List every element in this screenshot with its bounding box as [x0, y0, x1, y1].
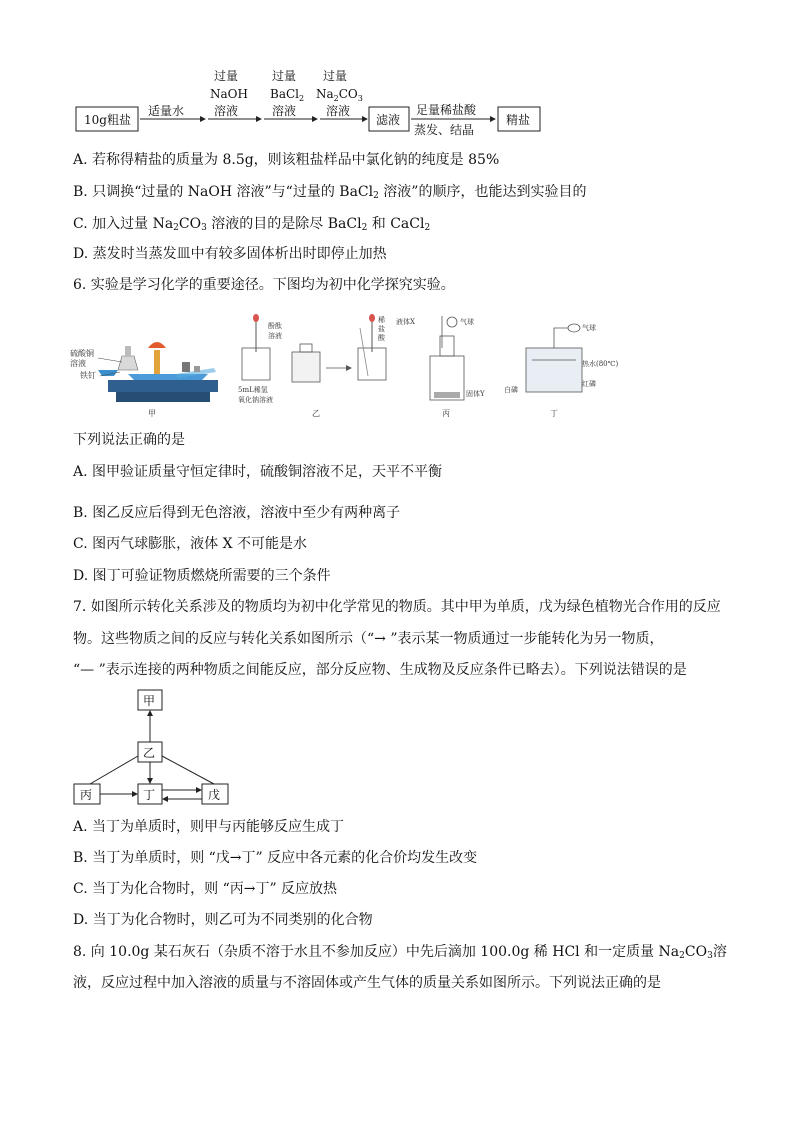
flow-arrowhead-3 [312, 116, 318, 122]
figure-yi-titration [238, 314, 386, 418]
flow-r3-top: 过量 [323, 69, 348, 83]
node-yi-label: 乙 [143, 746, 156, 760]
flask-icon [118, 356, 138, 370]
flow-r1-top: 过量 [214, 69, 239, 83]
arrowhead-yi-ding [147, 778, 153, 784]
yi-arrowhead [346, 365, 352, 371]
balance-flame-shape [148, 342, 166, 348]
arrowhead-wu-ding [162, 796, 168, 802]
line-yi-wu [162, 756, 214, 784]
q5-option-a: A. 若称得精盐的质量为 8.5g，则该粗盐样品中氯化钠的纯度是 85% [73, 152, 500, 168]
q7-stem-line-3: “— ”表示连接的两种物质之间能反应，部分反应物、生成物及反应条件已略去）。下列说法错误的是 [73, 662, 687, 678]
ding-w: 热水(80℃) [582, 360, 619, 368]
q6-prompt: 下列说法正确的是 [73, 432, 185, 448]
balloon-ding-icon [568, 324, 580, 332]
arrowhead-ding-wu [196, 787, 202, 793]
q7-stem-line-2: 物。这些物质之间的反应与转化关系如图所示（“→ ”表示某一物质通过一步能转化为另一物质， [73, 631, 664, 647]
balance-beam [108, 380, 218, 392]
yi-t1: 酚酞 [268, 322, 282, 330]
q6-stem: 6. 实验是学习化学的重要途径。下图均为初中化学探究实验。 [73, 277, 455, 293]
arrowhead-bing-ding [132, 791, 138, 797]
figure-jia-balance [70, 342, 218, 418]
arrowhead-yi-jia [147, 710, 153, 716]
flow-step-bot: 蒸发、结晶 [414, 123, 475, 137]
tube-ding [554, 328, 568, 348]
q7-option-b: B. 当丁为单质时，则 “戊→丁” 反应中各元素的化合价均发生改变 [73, 850, 478, 866]
jia-label-1: 硫酸铜 [70, 349, 94, 358]
flow-r1-mid: NaOH [210, 87, 248, 101]
yi-b1: 5mL稀氢 [238, 386, 268, 394]
node-jia-label: 甲 [143, 694, 156, 708]
weight-icon [182, 362, 190, 372]
node-bing-label: 丙 [80, 788, 93, 802]
flow-r3-bot: 溶液 [326, 104, 351, 118]
flow-step1-label: 适量水 [148, 104, 185, 118]
bing-y: 固体Y [466, 390, 485, 398]
flow-arrowhead-1 [200, 116, 206, 122]
node-ding-label: 丁 [143, 788, 156, 802]
flow-r2-top: 过量 [272, 69, 297, 83]
flow-step-top: 足量稀盐酸 [416, 103, 477, 117]
bing-q: 气球 [460, 318, 474, 326]
jia-label-2: 溶液 [70, 359, 86, 368]
dropper-bulb-left [253, 314, 259, 322]
yi-b2: 氧化钠溶液 [238, 396, 273, 404]
line-yi-bing [90, 756, 138, 784]
q6-option-a: A. 图甲验证质量守恒定律时，硫酸铜溶液不足，天平不平衡 [73, 464, 443, 480]
flow-r3-mid: $Na_2CO_3$ [316, 87, 363, 103]
balloon-icon [447, 317, 457, 327]
q7-option-d: D. 当丁为化合物时，则乙可为不同类别的化合物 [73, 912, 373, 928]
q5-option-b: B. 只调换“过量的 NaOH 溶液”与“过量的 BaCl$_2$ 溶液”的顺序，也能达到实验目的 [73, 184, 587, 201]
q6-option-b: B. 图乙反应后得到无色溶液，溶液中至少有两种离子 [73, 505, 401, 521]
figure-bing-flask [396, 316, 485, 418]
flow-arrowhead-4 [362, 116, 368, 122]
q6-option-d: D. 图丁可验证物质燃烧所需要的三个条件 [73, 568, 331, 584]
flow-end-label: 精盐 [506, 113, 531, 127]
flow-start-label: 10g粗盐 [84, 113, 131, 127]
balance-pillar [154, 350, 160, 374]
ding-b: 白磷 [504, 386, 518, 394]
bing-x: 液体X [396, 318, 415, 326]
water-beaker [526, 348, 582, 392]
yi-t2: 溶液 [268, 332, 282, 340]
ding-r: 红磷 [582, 380, 596, 388]
q8-stem-line-1: 8. 向 10.0g 某石灰石（杂质不溶于水且不参加反应）中先后滴加 100.0g 稀 HCl 和一定质量 $Na_2CO_3$溶 [73, 944, 727, 961]
q5-option-c: C. 加入过量 $Na_2CO_3$ 溶液的目的是除尽 BaCl$_2$ 和 CaCl$_2$ [73, 216, 431, 233]
yi-caption: 乙 [312, 409, 320, 418]
flow-arrowhead-5 [490, 116, 496, 122]
jia-pointer-1 [98, 358, 122, 362]
flow-r2-bot: 溶液 [272, 104, 297, 118]
yi-t4: 盐 [378, 325, 385, 333]
jia-label-3: 铁钉 [80, 371, 96, 380]
flow-r1-bot: 溶液 [214, 104, 239, 118]
q7-stem-line-1: 7. 如图所示转化关系涉及的物质均为初中化学常见的物质。其中甲为单质，戊为绿色植物光合作用的反应 [73, 599, 721, 615]
weight-small-icon [194, 366, 200, 372]
bing-caption: 丙 [442, 409, 450, 418]
purification-flow-diagram [70, 66, 550, 140]
node-wu-label: 戊 [208, 788, 221, 802]
flask-neck [125, 346, 131, 356]
reagent-bottle-neck [300, 344, 312, 352]
flow-arrowhead-2 [256, 116, 262, 122]
q6-option-c: C. 图丙气球膨胀，液体 X 不可能是水 [73, 536, 307, 552]
q7-option-a: A. 当丁为单质时，则甲与丙能够反应生成丁 [73, 819, 345, 835]
beaker-left [242, 348, 270, 380]
beaker-right [358, 348, 386, 380]
q5-option-d: D. 蒸发时当蒸发皿中有较多固体析出时即停止加热 [73, 246, 387, 262]
dropper-bulb-right [369, 314, 375, 322]
figure-ding-combustion [504, 323, 618, 418]
flow-r2-mid: BaCl$_2$ [270, 87, 305, 103]
balance-base [116, 392, 210, 402]
jia-caption: 甲 [148, 409, 156, 418]
yi-t5: 酸 [378, 334, 385, 342]
flow-filtrate-label: 滤液 [376, 113, 401, 127]
glass-rod [360, 328, 368, 376]
q7-option-c: C. 当丁为化合物时，则 “丙→丁” 反应放热 [73, 881, 338, 897]
q8-stem-line-2: 液，反应过程中加入溶液的质量与不溶固体或产生气体的质量关系如图所示。下列说法正确的是 [73, 975, 661, 991]
ding-q: 气球 [582, 324, 596, 332]
yi-t3: 稀 [378, 316, 385, 324]
q6-experiment-figures [68, 308, 628, 423]
reagent-bottle [292, 352, 320, 382]
q7-relation-diagram [70, 686, 240, 810]
ding-caption: 丁 [550, 409, 558, 418]
solid-y [434, 392, 460, 398]
